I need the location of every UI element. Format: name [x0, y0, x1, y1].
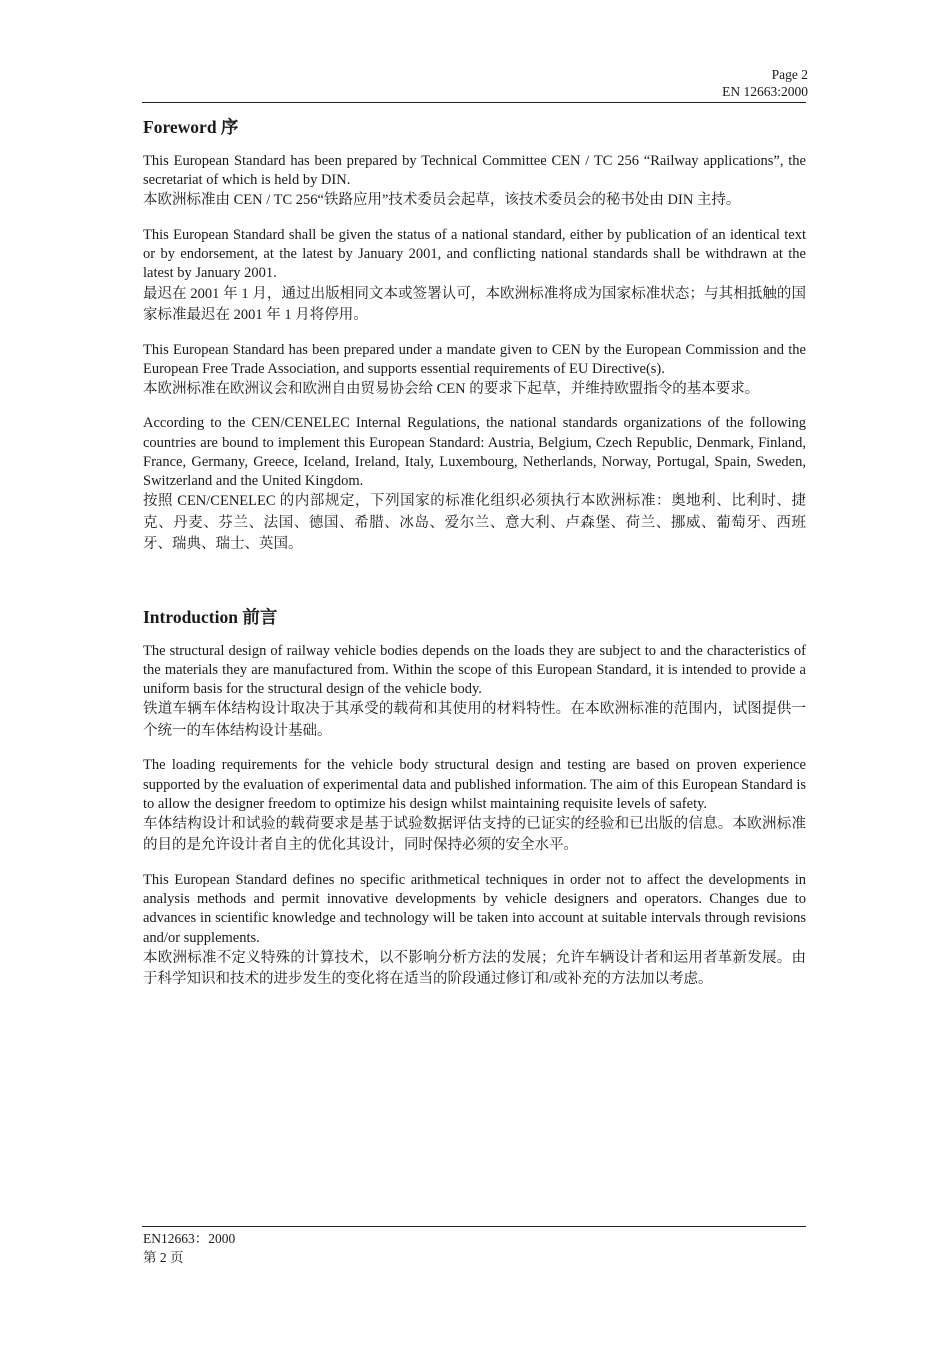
- header-doc-id: EN 12663:2000: [722, 84, 808, 99]
- foreword-paragraph: [143, 226, 806, 327]
- header-rule: [142, 102, 806, 103]
- paragraph-english: According to the CEN/CENELEC Internal Regulations, the national standards organizations of the following countries are bound to implement this European Standard: Austria, Belgium, Czech Republic, Denmark, Finland, France, Germany, Greece, Iceland, Ireland, Italy, Luxembourg, Netherlands, Norway, Portugal, Spain, Sweden, Switzerland and the United Kingdom.: [143, 415, 806, 490]
- paragraph-chinese: 本欧洲标准不定义特殊的计算技术，以不影响分析方法的发展；允许车辆设计者和运用者革新发展。由于科学知识和技术的进步发生的变化将在适当的阶段通过修订和/或补充的方法加以考虑。: [143, 949, 806, 988]
- paragraph-english: The loading requirements for the vehicle body structural design and testing are based on proven experience supported by the evaluation of experimental data and published information. The aim of this European Standard is to allow the designer freedom to optimize his design whilst maintaining requisite levels of safety.: [143, 757, 806, 812]
- introduction-paragraph: [143, 642, 806, 743]
- paragraph-chinese: 本欧洲标准由 CEN / TC 256“铁路应用”技术委员会起草，该技术委员会的秘书处由 DIN 主持。: [143, 192, 741, 209]
- foreword-paragraph: [143, 341, 806, 401]
- introduction-paragraph: [143, 756, 806, 857]
- foreword-section: [143, 116, 806, 556]
- page-footer: [143, 1229, 235, 1267]
- footer-rule: [142, 1226, 806, 1227]
- paragraph-chinese: 车体结构设计和试验的载荷要求是基于试验数据评估支持的已证实的经验和已出版的信息。本欧洲标准的目的是允许设计者自主的优化其设计，同时保持必须的安全水平。: [143, 815, 806, 854]
- introduction-paragraph: [143, 871, 806, 991]
- document-body: [143, 116, 806, 1005]
- paragraph-english: This European Standard has been prepared under a mandate given to CEN by the European Commission and the European Free Trade Association, and supports essential requirements of EU Directive(s).: [143, 341, 806, 377]
- foreword-paragraph: [143, 414, 806, 555]
- section-spacer: [143, 570, 806, 606]
- page-header: [722, 66, 808, 100]
- paragraph-chinese: 铁道车辆车体结构设计取决于其承受的载荷和其使用的材料特性。在本欧洲标准的范围内，试图提供一个统一的车体结构设计基础。: [143, 701, 806, 739]
- paragraph-english: This European Standard shall be given the status of a national standard, either by publication of an identical text or by endorsement, at the latest by January 2001, and conflicting national standards shall be withdrawn at the latest by January 2001.: [143, 226, 806, 282]
- foreword-heading: Foreword 序: [143, 117, 239, 137]
- paragraph-english: This European Standard defines no specific arithmetical techniques in order not to affect the developments in analysis methods and permit innovative developments by vehicle designers and operators. Changes due to advances in scientific knowledge and technology will be taken into account at suitable intervals through revisions and/or supplements.: [143, 871, 806, 946]
- paragraph-chinese: 按照 CEN/CENELEC 的内部规定，下列国家的标准化组织必须执行本欧洲标准：奥地利、比利时、捷克、丹麦、芬兰、法国、德国、希腊、冰岛、爱尔兰、意大利、卢森堡、荷兰、挪威、葡萄牙、西班牙、瑞典、瑞士、英国。: [143, 493, 806, 553]
- introduction-section: [143, 606, 806, 991]
- header-page-number: Page 2: [771, 67, 808, 82]
- footer-page-number: 第 2 页: [143, 1250, 184, 1265]
- footer-doc-id: EN12663：2000: [143, 1231, 236, 1246]
- foreword-paragraph: [143, 152, 806, 212]
- paragraph-english: This European Standard has been prepared by Technical Committee CEN / TC 256 “Railway applications”, the secretariat of which is held by DIN.: [143, 153, 806, 189]
- paragraph-english: The structural design of railway vehicle bodies depends on the loads they are subject to and the characteristics of the materials they are manufactured from. Within the scope of this European Standard, it is intended to provide a uniform basis for the structural design of the vehicle body.: [143, 642, 806, 698]
- introduction-heading: Introduction 前言: [143, 606, 278, 627]
- paragraph-chinese: 本欧洲标准在欧洲议会和欧洲自由贸易协会给 CEN 的要求下起草，并维持欧盟指令的基本要求。: [143, 380, 760, 397]
- paragraph-chinese: 最迟在 2001 年 1 月，通过出版相同文本或签署认可，本欧洲标准将成为国家标准状态；与其相抵触的国家标准最迟在 2001 年 1 月将停用。: [143, 285, 806, 324]
